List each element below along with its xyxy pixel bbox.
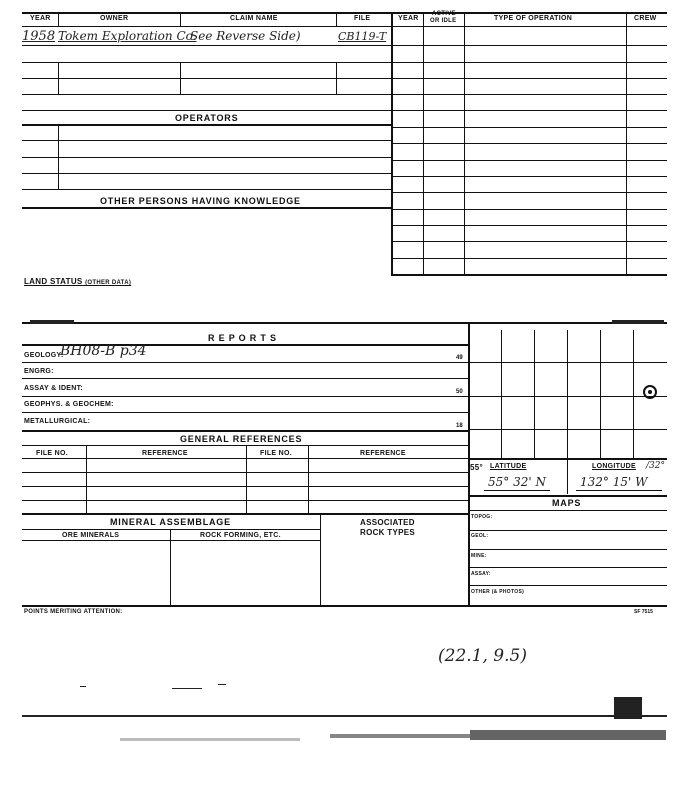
entry-year: 1958	[22, 29, 56, 44]
engrg-label: ENGRG:	[24, 368, 54, 375]
ref-file-no-2: FILE NO.	[260, 450, 292, 457]
handwritten-coordinates: (22.1, 9.5)	[438, 646, 527, 666]
lon-prefix: /32°	[646, 461, 665, 471]
maps-heading: MAPS	[552, 498, 582, 508]
other-persons-heading: OTHER PERSONS HAVING KNOWLEDGE	[100, 196, 301, 206]
associated-label-2: ROCK TYPES	[360, 528, 416, 537]
header-or-idle: OR IDLE	[430, 18, 457, 24]
points-meriting-attention-label: POINTS MERITING ATTENTION:	[24, 609, 123, 615]
ref-reference-2: REFERENCE	[360, 450, 406, 457]
longitude-label: LONGITUDE	[592, 463, 636, 470]
general-references-heading: GENERAL REFERENCES	[180, 434, 303, 444]
header-file: FILE	[354, 15, 371, 22]
latitude-label: LATITUDE	[490, 463, 527, 470]
ore-minerals-label: ORE MINERALS	[62, 532, 120, 539]
operators-heading: OPERATORS	[175, 113, 239, 123]
header-type-of-operation: TYPE OF OPERATION	[494, 15, 573, 22]
header-claim-name: CLAIM NAME	[230, 15, 278, 22]
latitude-value: 55° 32' N	[488, 475, 546, 489]
associated-label-1: ASSOCIATED	[360, 518, 415, 527]
report-number-50: 50	[456, 389, 463, 395]
form-number: SF 7515	[634, 609, 653, 615]
header-active: ACTIVE	[432, 11, 456, 17]
entry-owner: Tokem Exploration Co.	[58, 29, 197, 43]
maps-geol: GEOL:	[471, 533, 489, 539]
header-owner: OWNER	[100, 15, 129, 22]
land-status-label: LAND STATUS (OTHER DATA)	[24, 277, 132, 286]
metallurgical-label: METALLURGICAL:	[24, 418, 91, 425]
maps-assay: ASSAY:	[471, 571, 491, 577]
report-number-18: 18	[456, 423, 463, 429]
ref-reference-1: REFERENCE	[142, 450, 188, 457]
maps-other: OTHER (& PHOTOS)	[471, 589, 525, 595]
reports-heading: R E P O R T S	[208, 333, 277, 343]
maps-topog: TOPOG:	[471, 514, 493, 520]
report-number-49: 49	[456, 355, 463, 361]
geophys-label: GEOPHYS. & GEOCHEM:	[24, 401, 114, 408]
mineral-assemblage-heading: MINERAL ASSEMBLAGE	[110, 517, 231, 527]
longitude-value: 132° 15' W	[580, 475, 648, 489]
header-year-2: YEAR	[398, 15, 419, 22]
geology-value: BH08-B p34	[60, 343, 147, 359]
geology-label: GEOLOGY:	[24, 352, 64, 359]
ref-file-no-1: FILE NO.	[36, 450, 68, 457]
header-year: YEAR	[30, 15, 51, 22]
header-crew: CREW	[634, 15, 657, 22]
lat-prefix: 55°	[470, 463, 483, 472]
maps-mine: MINE:	[471, 553, 487, 559]
location-marker	[643, 385, 657, 399]
assay-ident-label: ASSAY & IDENT:	[24, 385, 84, 392]
entry-claim-name: See Reverse Side)	[190, 29, 301, 43]
rock-forming-label: ROCK FORMING, ETC.	[200, 532, 281, 539]
entry-file: CB119-T	[338, 30, 387, 43]
